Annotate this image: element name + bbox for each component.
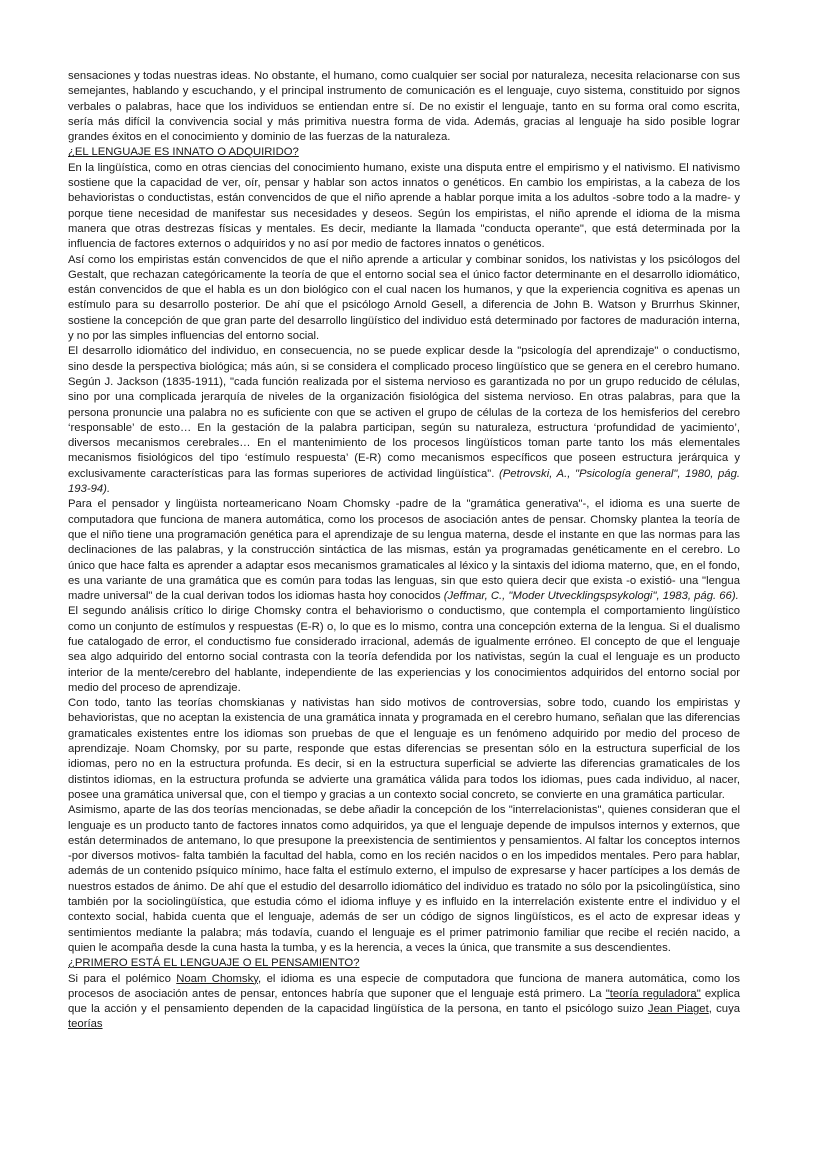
paragraph-text: El desarrollo idiomático del individuo, en consecuencia, no se puede explicar desde la "psicología del aprendizaje" o conductismo, sino desde la perspectiva biológica; más aún, si se considera el complicado proceso lingüístico que se genera en el cerebro humano. Según J. Jackson (1835-1911), "cada función realizada por el sistema nervioso es garantizada no por un grupo reducido de células, sino por una complicada jerarquía de niveles de la organización fisiológica del sistema nervioso. En otras palabras, para que la persona pronuncie una palabra no es suficiente con que se activen el grupo de células de la corteza de los hemisferios del cerebro ‘responsable’ de esto… En la gestación de la palabra participan, según su naturaleza, estructura ‘profundidad de yacimiento’, diversos mecanismos cerebrales… En el mantenimiento de los procesos lingüísticos toman parte tanto los más elementales mecanismos fisiológicos del tipo ‘estímulo respuesta’ (E-R) como mecanismos específicos que poseen estructura jerárquica y exclusivamente características para las formas superiores de actividad lingüística". xyxy=(68,345,740,480)
paragraph: Así como los empiristas están convencidos de que el niño aprende a articular y combinar sonidos, los nativistas y los psicólogos del Gestalt, que rechazan categóricamente la teoría de que el entorno social sea el único factor determinante en el desarrollo idiomático, están convencidos de que el habla es un don biológico con el cual nacen los humanos, y que la experiencia cognitiva es apenas un estímulo para su desarrollo posterior. De ahí que el psicólogo Arnold Gesell, a diferencia de John B. Watson y Brurrhus Skinner, sostiene la concepción de que gran parte del desarrollo lingüístico del individuo está determinado por factores de maduración interna, y no por las simples influencias del entorno social. xyxy=(68,253,740,343)
document-page xyxy=(68,69,740,1033)
paragraph: En la lingüística, como en otras ciencias del conocimiento humano, existe una disputa entre el empirismo y el nativismo. El nativismo sostiene que la capacidad de ver, oír, pensar y hablar son actos innatos o genéticos. En cambio los empiristas, a la cabeza de los behavioristas o conductistas, están convencidos de que el niño aprende a hablar porque imita a los adultos -sobre todo a la madre- y porque tiene necesidad de manifestar sus necesidades y deseos. Según los empiristas, el niño aprende el idioma de la misma manera que otras destrezas físicas y mentales. Es decir, mediante la llamada "conducta operante", que está determinada por la influencia de factores externos o adquiridos y no así por medio de factores innatos o genéticos. xyxy=(68,161,740,251)
paragraph-text: , el idioma es una especie de computadora que funciona de manera automática, como los procesos de asociación antes de pensar, entonces habría que suponer que el lenguaje está primero. La xyxy=(68,972,740,1000)
paragraph xyxy=(68,344,740,497)
intro-paragraph: sensaciones y todas nuestras ideas. No obstante, el humano, como cualquier ser social por naturaleza, necesita relacionarse con sus semejantes, hablando y escuchando, y el principal instrumento de comunicación es el lenguaje, cuyo sistema, constituido por signos verbales o palabras, hace que los individuos se entiendan entre sí. De no existir el lenguaje, tanto en su forma oral como escrita, sería más difícil la convivencia social y más primitiva nuestra forma de vida. Además, gracias al lenguaje ha sido posible lograr grandes éxitos en el conocimiento y dominio de las fuerzas de la naturaleza. xyxy=(68,70,740,144)
link-jean-piaget[interactable]: Jean Piaget xyxy=(647,1003,709,1016)
paragraph-text: explica que la acción y el pensamiento dependen de la capacidad lingüística de la persona, en tanto el psicólogo suizo xyxy=(68,987,740,1016)
paragraph: Con todo, tanto las teorías chomskianas y nativistas han sido motivos de controversias, sobre todo, cuando los empiristas y behavioristas, que no aceptan la existencia de una gramática innata y programada en el cerebro humano, señalan que las diferencias gramaticales existentes entre los idiomas son pruebas de que el lenguaje es un fenómeno adquirido por medio del proceso de aprendizaje. Noam Chomsky, por su parte, responde que estas diferencias se presentan sólo en la estructura superficial de los idiomas, pero no en la estructura profunda. Es decir, si en la estructura superficial se advierte las diferencias gramaticales de los distintos idiomas, en la estructura profunda se advierte una gramática válida para todos los idiomas, pues cada individuo, al nacer, posee una gramática universal que, con el tiempo y gracias a un contexto social concreto, se convierte en una gramática particular. xyxy=(68,697,740,801)
paragraph xyxy=(68,497,740,604)
section-heading-innato: ¿EL LENGUAJE ES INNATO O ADQUIRIDO? xyxy=(68,146,299,159)
paragraph-text: Para el pensador y lingüista norteamericano Noam Chomsky -padre de la "gramática generativa"-, el idioma es una suerte de computadora que funciona de manera automática, como los procesos de asociación antes de pensar. Chomsky plantea la teoría de que el niño tiene una programación genética para el aprendizaje de su lengua materna, desde el instante en que las normas para las declinaciones de las palabras, y la construcción sintáctica de las mismas, están ya programadas genéticamente en el cerebro. Lo único que hace falta es aprender a adaptar esos mecanismos gramaticales al léxico y la sintaxis del idioma materno, que, en el fondo, es una variante de una gramática que es común para todas las lenguas, sin que esto quiera decir que exista -o existió- una "lengua madre universal" de la cual derivan todos los idiomas hasta hoy conocidos xyxy=(68,498,740,603)
citation: (Jeffmar, C., "Moder Utvecklingspsykologi", 1983, pág. 66). xyxy=(443,590,739,603)
paragraph xyxy=(68,972,740,1033)
paragraph-text: Si para el polémico xyxy=(68,972,177,985)
paragraph: El segundo análisis crítico lo dirige Chomsky contra el behaviorismo o conductismo, que contempla el comportamiento lingüístico como un conjunto de estímulos y respuestas (E-R) o, lo que es lo mismo, contra una concepción externa de la lengua. Si el dualismo fue catalogado de error, el conductismo fue considerado irracional, además de igualmente erróneo. El concepto de que el lenguaje sea algo adquirido del entorno social contrasta con la teoría defendida por los nativistas, según la cual el lenguaje es un producto interior de la mente/cerebro del hablante, independiente de las experiencias y los conocimientos adquiridos del entorno social por medio del proceso de aprendizaje. xyxy=(68,605,740,694)
section-heading-pensamiento: ¿PRIMERO ESTÁ EL LENGUAJE O EL PENSAMIENTO? xyxy=(68,957,360,970)
link-teoria-reguladora[interactable]: "teoría reguladora" xyxy=(605,987,701,1000)
citation: (Petrovski, A., "Psicología general", 1980, pág. 193-94). xyxy=(68,467,740,496)
paragraph-text: , cuya xyxy=(708,1003,741,1016)
link-teorias[interactable]: teorías xyxy=(68,1018,103,1031)
paragraph: Asimismo, aparte de las dos teorías mencionadas, se debe añadir la concepción de los "interrelacionistas", quienes consideran que el lenguaje es un producto tanto de factores innatos como adquiridos, ya que el lenguaje depende de impulsos internos y externos, que están determinados de antemano, lo que presupone la preexistencia de sentimientos y pensamientos. Al faltar los conceptos internos -por diversos motivos- falta también la facultad del habla, como en los recién nacidos o en los impedidos mentales. Pero para hablar, además de un contenido psíquico mínimo, hace falta el estímulo externo, el impulso de expresarse y hacer partícipes a los demás de nuestros estados de ánimo. De ahí que el estudio del desarrollo idiomático del individuo es tratado no sólo por la psicolingüística, sino también por la sociolingüística, que estudia cómo el idioma influye y es influido en la interrelación existente entre el individuo y el contexto social, habida cuenta que el lenguaje, además de ser un código de signos lingüísticos, es el acto de expresar ideas y sentimientos mediante la palabra; más todavía, cuando el lenguaje es el primer patrimonio familiar que recibe el recién nacido, a quien le acompaña desde la cuna hasta la tumba, y es la herencia, a veces la única, que transmite a sus descendientes. xyxy=(68,804,740,954)
link-noam-chomsky[interactable]: Noam Chomsky xyxy=(176,972,259,985)
